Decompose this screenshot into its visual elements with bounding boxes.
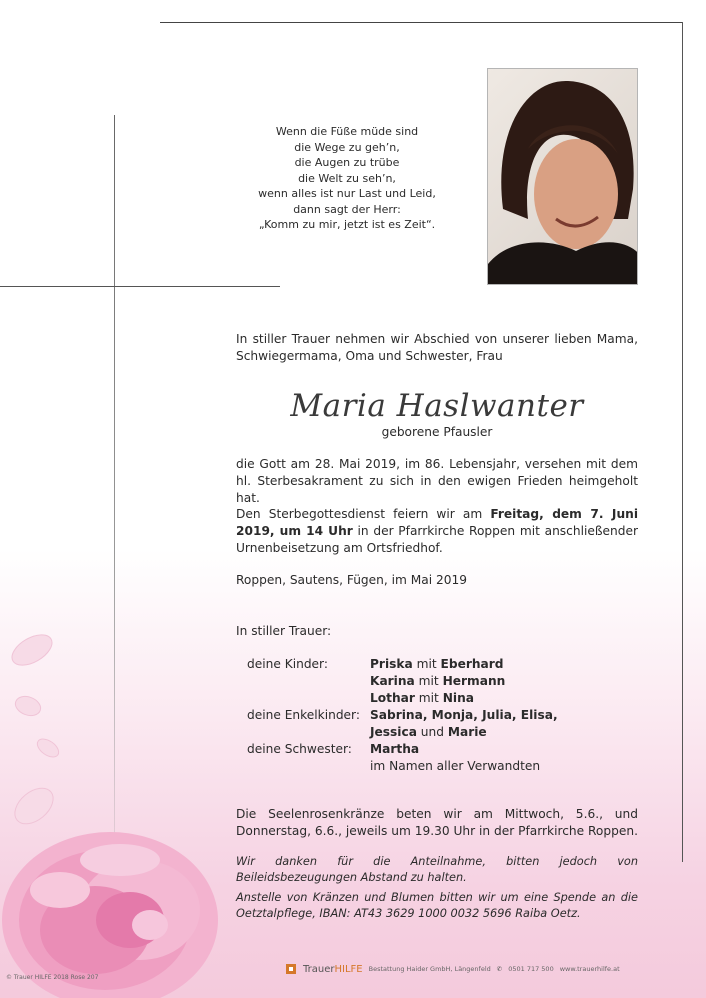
mourner-name: Nina — [442, 691, 474, 705]
mourner-names — [370, 656, 647, 673]
brand-name — [303, 964, 363, 975]
mourner-name: Jessica — [370, 725, 417, 739]
poem-line: dann sagt der Herr: — [293, 202, 401, 216]
phone-number: 0501 717 500 — [508, 965, 554, 973]
rosary-text: Die Seelenrosenkränze beten wir am Mittwoch, 5.6., und Donnerstag, 6.6., jeweils um 19.30 Uhr in der Pfarrkirche Roppen. — [236, 807, 638, 838]
cross-horizontal — [0, 286, 280, 287]
rose-decoration — [0, 620, 230, 998]
mourner-role: deine Schwester: — [247, 742, 352, 756]
mourner-row — [247, 690, 647, 707]
frame-right-line — [682, 22, 683, 862]
mourner-role — [247, 758, 370, 775]
death-text: die Gott am 28. Mai 2019, im 86. Lebensjahr, versehen mit dem hl. Sterbesakrament zu sich in den ewigen Frieden heimgeholt hat. — [236, 457, 638, 505]
mourner-role — [247, 724, 370, 741]
service-text — [236, 506, 638, 557]
service-after: in der Pfarrkirche Roppen mit anschließender Urnenbeisetzung am Ortsfriedhof. — [236, 524, 638, 555]
mourner-name: Marie — [447, 725, 487, 739]
mourner-row — [247, 673, 647, 690]
portrait-illustration — [488, 69, 638, 285]
poem-line: die Wege zu geh’n, — [294, 140, 400, 154]
mourner-row — [247, 741, 647, 758]
mourner-names — [370, 690, 647, 707]
poem-line: wenn alles ist nur Last und Leid, — [258, 187, 436, 200]
brand-logo-icon — [285, 963, 297, 975]
mourner-name: Hermann — [442, 674, 506, 688]
poem-line: die Augen zu trübe — [294, 156, 400, 169]
mourner-name: Eberhard — [440, 657, 504, 671]
intro-text: In stiller Trauer nehmen wir Abschied von unserer lieben Mama, Schwiegermama, Oma und Schwester, Frau — [236, 332, 638, 363]
mourner-role — [247, 690, 370, 707]
copyright-note: © Trauer HILFE 2018 Rose 207 — [6, 974, 99, 981]
portrait-photo — [487, 68, 638, 285]
mourner-row — [247, 758, 647, 775]
mourner-names — [370, 724, 647, 741]
connector: mit — [414, 691, 443, 705]
deceased-name: Maria Haslwanter — [290, 388, 584, 424]
brand-part: Trauer — [303, 963, 335, 975]
mourning-heading: In stiller Trauer: — [236, 624, 332, 638]
mourner-name: Karina — [370, 674, 415, 688]
mourner-row — [247, 707, 647, 724]
phone-icon: ✆ — [496, 965, 503, 973]
mourner-role — [247, 673, 370, 690]
mourner-name: Sabrina, Monja, Julia, Elisa, — [370, 708, 558, 722]
place-date: Roppen, Sautens, Fügen, im Mai 2019 — [236, 573, 468, 587]
mourners-list — [247, 656, 647, 775]
brand-part: HILFE — [334, 963, 363, 975]
mourner-names — [370, 707, 647, 724]
footer — [285, 963, 695, 975]
donation-text: Anstelle von Kränzen und Blumen bitten wir um eine Spende an die Oetztalpflege, IBAN: AT43 3629 1000 0032 5696 Raiba Oetz. — [236, 891, 638, 920]
company-name: Bestattung Haider GmbH, Längenfeld — [368, 965, 491, 973]
service-before: Den Sterbegottesdienst feiern wir am — [236, 507, 491, 521]
service-date: Freitag, dem 7. Juni 2019, um 14 Uhr — [236, 507, 638, 538]
maiden-name: geborene Pfausler — [381, 425, 493, 439]
mourner-role: deine Kinder: — [247, 657, 328, 671]
relatives-note: im Namen aller Verwandten — [370, 759, 541, 773]
mourner-row — [247, 656, 647, 673]
mourner-row — [247, 724, 647, 741]
mourner-name: Lothar — [370, 691, 415, 705]
frame-top-line — [160, 22, 683, 23]
connector: mit — [414, 674, 443, 688]
thanks-text: Wir danken für die Anteilnahme, bitten jedoch von Beileidsbezeugungen Abstand zu halten. — [236, 855, 638, 884]
mourner-names — [370, 741, 647, 758]
poem-line: Wenn die Füße müde sind — [275, 125, 419, 138]
mourner-role: deine Enkelkinder: — [247, 708, 360, 722]
mourner-name: Martha — [370, 742, 420, 756]
mourner-name: Priska — [370, 657, 413, 671]
rose-petals — [7, 629, 62, 831]
poem-line: „Komm zu mir, jetzt ist es Zeit“. — [258, 218, 436, 231]
poem — [252, 124, 442, 233]
mourner-names — [370, 673, 647, 690]
web-link[interactable]: www.trauerhilfe.at — [559, 965, 620, 973]
poem-line: die Welt zu seh’n, — [298, 171, 396, 185]
connector: mit — [412, 657, 441, 671]
connector: und — [416, 725, 448, 739]
